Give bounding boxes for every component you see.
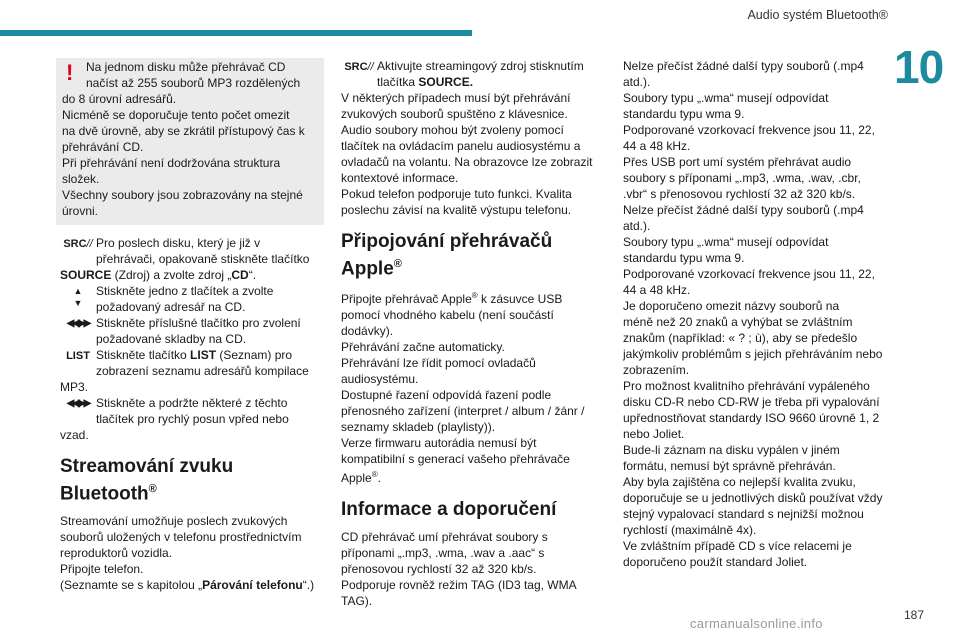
note-line: přehrávání CD. xyxy=(62,140,144,154)
body-line: zobrazením. xyxy=(623,363,690,377)
instruction-line: přehrávači, opakovaně stiskněte tlačítko xyxy=(96,252,310,266)
body-line: CD přehrávač umí přehrávat soubory s xyxy=(341,530,548,545)
body-line: jakýmkoliv problémům s jejich přehráváním nebo xyxy=(623,347,883,361)
body-line: reproduktorů vozidla. xyxy=(60,546,173,561)
column-1 xyxy=(60,58,322,593)
fast-seek-instruction xyxy=(60,395,322,427)
note-line: úrovni. xyxy=(62,204,99,218)
body-line: Přehrávání lze řídit pomocí ovladačů xyxy=(341,356,536,371)
body-line: Podporuje rovněž režim TAG (ID3 tag, WMA xyxy=(341,578,577,593)
body-line: pomocí vhodného kabelu (není součástí xyxy=(341,308,554,323)
body-line: nebo Joliet. xyxy=(623,427,685,441)
instruction-line: požadovaný adresář na CD. xyxy=(96,300,246,314)
body-line: upřednostňovat standardy ISO 9660 úrovně 1, 2 xyxy=(623,411,880,425)
list-instruction xyxy=(60,347,322,379)
instruction-line: požadované skladby na CD. xyxy=(96,332,247,346)
body-line: V některých případech musí být přehrávání xyxy=(341,91,571,105)
warning-icon: ! xyxy=(66,60,74,85)
src-instruction xyxy=(60,235,322,267)
body-line: Ve zvláštním případě CD s více relacemi je xyxy=(623,539,852,553)
up-down-arrows-icon: ▲ ▼ xyxy=(73,286,83,308)
body-line: poslechu závisí na kvalitě výstupu telefonu. xyxy=(341,203,572,217)
body-line: rychlostí (maximálně 4x). xyxy=(623,523,757,537)
body-line: přenosného zařízení (interpret / album / žánr / xyxy=(341,404,585,419)
body-line: příponami „.mp3, .wma, .wav a .aac“ s xyxy=(341,546,545,561)
body-line: doporučuje se u jednotlivých disků používat vždy xyxy=(623,491,883,505)
body-line: Nelze přečíst žádné další typy souborů (.mp4 xyxy=(623,59,864,73)
body-line: souborů uložených v telefonu prostřednictvím xyxy=(60,530,302,545)
instruction-line: zobrazení seznamu adresářů kompilace xyxy=(96,364,309,378)
instruction-line: Stiskněte příslušné tlačítko pro zvolení xyxy=(96,316,301,330)
instruction-line: MP3. xyxy=(60,380,89,394)
body-line: Nelze přečíst žádné další typy souborů (.mp4 xyxy=(623,203,864,217)
body-line: Soubory typu „.wma“ musejí odpovídat xyxy=(623,91,829,105)
body-line: Streamování umožňuje poslech zvukových xyxy=(60,514,288,529)
body-line: ovladačů na volantu. Na obrazovce lze zobrazit xyxy=(341,155,593,169)
body-line: TAG). xyxy=(341,594,373,609)
body-line: znakům (například: « ? ; ù), aby se předešlo xyxy=(623,331,858,345)
body-line: kompatibilní s generací vašeho přehrávače xyxy=(341,452,570,467)
body-line: Přes USB port umí systém přehrávat audio xyxy=(623,155,852,169)
body-line: Dostupné řazení odpovídá řazení podle xyxy=(341,388,552,403)
body-line: zvukových souborů spuštěno z klávesnice. xyxy=(341,107,568,121)
body-line: soubory s příponami „.mp3, .wma, .wav, .cbr, xyxy=(623,171,861,185)
body-line: Je doporučeno omezit názvy souborů na xyxy=(623,299,840,313)
note-line: do 8 úrovní adresářů. xyxy=(62,92,177,106)
body-line: atd.). xyxy=(623,219,651,233)
section-heading-bluetooth: Streamování zvuku Bluetooth® xyxy=(60,456,234,505)
chapter-number: 10 xyxy=(894,41,944,93)
leftright-instruction xyxy=(60,315,322,347)
body-line: doporučeno použít standard Joliet. xyxy=(623,555,808,569)
section-heading-info: Informace a doporučení xyxy=(341,499,557,521)
body-line: Připojte přehrávač Apple® k zásuvce USB xyxy=(341,291,563,307)
instruction-line: Stiskněte a podržte některé z těchto xyxy=(96,396,288,410)
body-line: disku CD-R nebo CD-RW je třeba při vypalování xyxy=(623,395,880,409)
body-line: seznamy skladeb (playlisty)). xyxy=(341,420,496,435)
src-button-icon: SRC// xyxy=(344,61,374,73)
body-line: 44 a 48 kHz. xyxy=(623,283,691,297)
instruction-line: Pro poslech disku, který je již v xyxy=(96,236,261,250)
note-line: Při přehrávání není dodržována struktura xyxy=(62,156,281,170)
body-line: Soubory typu „.wma“ musejí odpovídat xyxy=(623,235,829,249)
body-line: (Seznamte se s kapitolou „Párování telefonu“.) xyxy=(60,578,315,593)
list-button-icon: LIST xyxy=(66,350,90,362)
instruction-line: SOURCE (Zdroj) a zvolte zdroj „CD“. xyxy=(60,268,257,282)
body-line: Podporované vzorkovací frekvence jsou 11, 22, xyxy=(623,123,875,137)
note-line: na dvě úrovně, aby se zkrátil přístupový čas k xyxy=(62,124,305,138)
instruction-line: Stiskněte jedno z tlačítek a zvolte xyxy=(96,284,274,298)
page-header-title: Audio systém Bluetooth® xyxy=(747,8,888,22)
body-line: méně než 20 znaků a vyhýbat se zvláštním xyxy=(623,315,853,329)
body-line: Přehrávání začne automaticky. xyxy=(341,340,505,355)
body-line: Audio soubory mohou být zvoleny pomocí xyxy=(341,123,564,137)
body-line: přenosovou rychlostí 32 až 320 kb/s. xyxy=(341,562,537,577)
body-line: Bude-li záznam na disku vypálen v jiném xyxy=(623,443,840,457)
section-heading-apple: Připojování přehrávačů Apple® xyxy=(341,231,553,280)
column-3 xyxy=(623,58,885,570)
top-accent-bar xyxy=(0,30,472,36)
body-line: kontextové informace. xyxy=(341,171,459,185)
left-right-arrows-icon: ◀◀▶▶ xyxy=(66,318,90,329)
instruction-line: vzad. xyxy=(60,428,89,442)
watermark: carmanualsonline.info xyxy=(690,616,823,631)
column-2 xyxy=(341,58,603,609)
instruction-line: Stiskněte tlačítko LIST (Seznam) pro xyxy=(96,348,293,362)
note-line: načíst až 255 souborů MP3 rozdělených xyxy=(86,76,301,90)
body-line: Pokud telefon podporuje tuto funkci. Kvalita xyxy=(341,187,572,201)
body-line: stejný vypalovací standard s nejnižší možnou xyxy=(623,507,864,521)
body-line: standardu typu wma 9. xyxy=(623,107,745,121)
page-number: 187 xyxy=(904,608,925,622)
body-line: Pro možnost kvalitního přehrávání vypáleného xyxy=(623,379,870,393)
note-line: Nicméně se doporučuje tento počet omezit xyxy=(62,108,290,122)
instruction-line: tlačítek pro rychlý posun vpřed nebo xyxy=(96,412,289,426)
body-line: atd.). xyxy=(623,75,651,89)
updown-instruction xyxy=(60,283,322,315)
src-button-icon: SRC// xyxy=(63,238,93,250)
note-line: Na jednom disku může přehrávač CD xyxy=(86,60,286,74)
body-line: 44 a 48 kHz. xyxy=(623,139,691,153)
note-line: Všechny soubory jsou zobrazovány na stejné xyxy=(62,188,303,202)
body-line: standardu typu wma 9. xyxy=(623,251,745,265)
instruction-line: Aktivujte streamingový zdroj stisknutím xyxy=(377,59,584,73)
body-line: tlačítek na ovládacím panelu audiosystému a xyxy=(341,139,581,153)
body-line: Apple®. xyxy=(341,470,381,486)
src-streaming-instruction xyxy=(341,58,603,90)
body-line: formátu, nemusí být správně přehráván. xyxy=(623,459,836,473)
left-right-arrows-icon: ◀◀▶▶ xyxy=(66,398,90,409)
instruction-line: tlačítka SOURCE. xyxy=(377,75,474,89)
body-line: audiosystému. xyxy=(341,372,419,387)
info-note xyxy=(56,58,324,225)
body-line: Připojte telefon. xyxy=(60,562,144,577)
body-line: .vbr“ s přenosovou rychlostí 32 až 320 kb/s. xyxy=(623,187,856,201)
body-line: Verze firmwaru autorádia nemusí být xyxy=(341,436,537,451)
note-line: složek. xyxy=(62,172,100,186)
body-line: dodávky). xyxy=(341,324,394,339)
body-line: Podporované vzorkovací frekvence jsou 11, 22, xyxy=(623,267,875,281)
body-line: Aby byla zajištěna co nejlepší kvalita zvuku, xyxy=(623,475,856,489)
